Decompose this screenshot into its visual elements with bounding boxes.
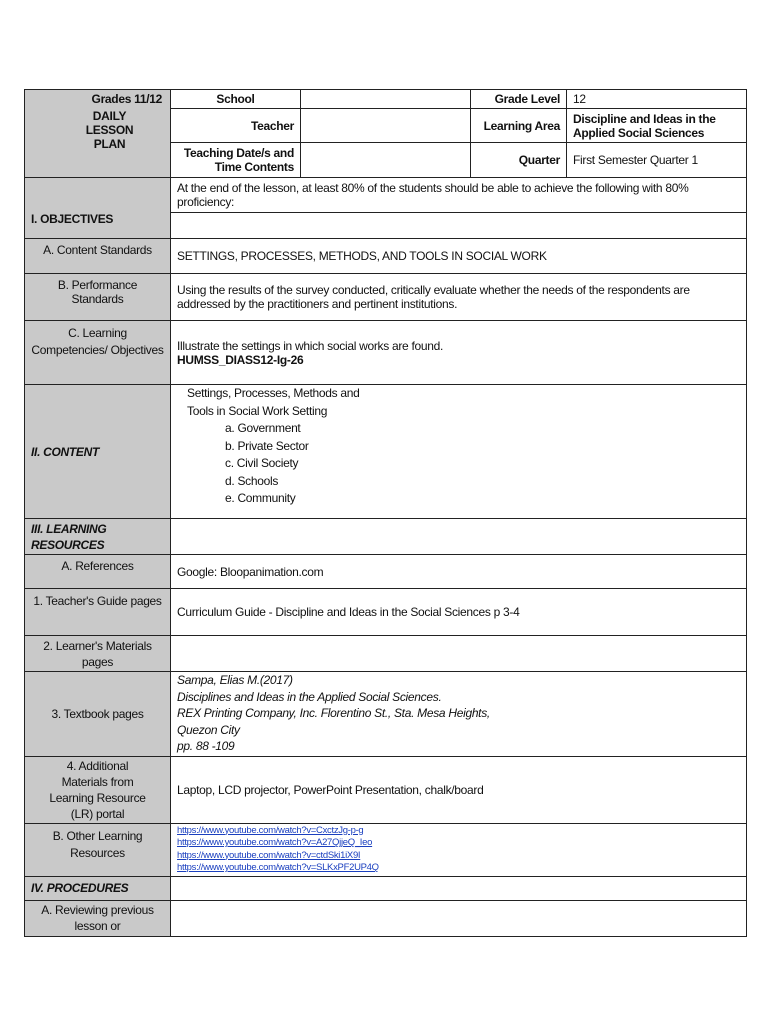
- content-cell: [171, 385, 747, 519]
- references-value: Google: Bloopanimation.com: [171, 555, 747, 589]
- textbook-line: pp. 88 -109: [177, 739, 235, 753]
- youtube-link[interactable]: https://www.youtube.com/watch?v=A27QjjeQ_Ieo: [177, 837, 373, 848]
- dlp-title-line: DAILY: [92, 108, 127, 123]
- objectives-intro: At the end of the lesson, at least 80% of the students should be able to achieve the following with 80% proficiency:: [171, 178, 747, 213]
- textbook-line: Quezon City: [177, 722, 240, 737]
- resources-label: III. LEARNING RESOURCES: [25, 519, 171, 555]
- objectives-label: I. OBJECTIVES: [25, 178, 171, 239]
- content-list-item: b. Private Sector: [225, 438, 309, 453]
- competencies-text: Illustrate the settings in which social works are found.: [177, 338, 444, 353]
- procedures-label: IV. PROCEDURES: [25, 876, 171, 900]
- performance-standards-label: B. Performance Standards: [25, 274, 171, 321]
- youtube-link[interactable]: https://www.youtube.com/watch?v=ctdSki1iX9I: [177, 849, 361, 861]
- dlp-title-line: PLAN: [93, 136, 126, 151]
- youtube-link[interactable]: https://www.youtube.com/watch?v=CxctzJg-p-g: [177, 824, 364, 836]
- content-list-item: d. Schools: [225, 473, 279, 488]
- lesson-plan-table: [24, 89, 747, 937]
- competencies-code: HUMSS_DIASS12-Ig-26: [177, 352, 304, 367]
- content-label: II. CONTENT: [25, 385, 171, 519]
- textbook-line: REX Printing Company, Inc. Florentino St., Sta. Mesa Heights,: [177, 706, 490, 720]
- additional-materials-value: Laptop, LCD projector, PowerPoint Presentation, chalk/board: [171, 756, 747, 823]
- textbook-line: Disciplines and Ideas in the Applied Social Sciences.: [177, 689, 442, 704]
- quarter-value: First Semester Quarter 1: [567, 143, 747, 178]
- objectives-blank: [171, 213, 747, 239]
- content-list-item: e. Community: [225, 491, 296, 505]
- content-title-line: Tools in Social Work Setting: [187, 403, 328, 418]
- school-value: [301, 90, 471, 109]
- resources-blank: [171, 519, 747, 555]
- grades-label: Grades 11/12: [25, 90, 171, 109]
- content-standards-value: SETTINGS, PROCESSES, METHODS, AND TOOLS IN SOCIAL WORK: [171, 239, 747, 274]
- teacher-label: Teacher: [171, 109, 301, 143]
- additional-materials-label: 4. Additional Materials from Learning Resource (LR) portal: [25, 756, 171, 823]
- school-label: School: [171, 90, 301, 109]
- textbook-cell: [171, 672, 747, 757]
- lesson-plan-document: [24, 89, 746, 937]
- learners-materials-value: [171, 636, 747, 672]
- procedures-blank: [171, 876, 747, 900]
- dlp-title-line: LESSON: [85, 122, 134, 137]
- competencies-cell: [171, 321, 747, 385]
- teachers-guide-value: Curriculum Guide - Discipline and Ideas in the Social Sciences p 3-4: [171, 589, 747, 636]
- other-resources-links: [171, 823, 747, 876]
- learning-area-value: Discipline and Ideas in the Applied Social Sciences: [567, 109, 747, 143]
- teaching-dates-label: Teaching Date/s and Time Contents: [171, 143, 301, 178]
- references-label: A. References: [25, 555, 171, 589]
- content-list-item: c. Civil Society: [225, 456, 299, 470]
- teaching-dates-value: [301, 143, 471, 178]
- reviewing-label: A. Reviewing previous lesson or: [25, 900, 171, 936]
- youtube-link[interactable]: https://www.youtube.com/watch?v=SLKxPF2UP4Q: [177, 862, 379, 873]
- textbook-label: 3. Textbook pages: [25, 672, 171, 757]
- content-list: [187, 420, 740, 508]
- grade-level-label: Grade Level: [471, 90, 567, 109]
- learners-materials-label: 2. Learner's Materials pages: [25, 636, 171, 672]
- dlp-title: [25, 109, 171, 178]
- learning-area-label: Learning Area: [471, 109, 567, 143]
- teachers-guide-label: 1. Teacher's Guide pages: [25, 589, 171, 636]
- performance-standards-value: Using the results of the survey conducted, critically evaluate whether the needs of the respondents are addressed by the practitioners and pertinent institutions.: [171, 274, 747, 321]
- grade-level-value: 12: [567, 90, 747, 109]
- teacher-value: [301, 109, 471, 143]
- content-title-line: Settings, Processes, Methods and: [187, 386, 360, 400]
- quarter-label: Quarter: [471, 143, 567, 178]
- competencies-label: C. Learning Competencies/ Objectives: [25, 321, 171, 385]
- reviewing-value: [171, 900, 747, 936]
- content-standards-label: A. Content Standards: [25, 239, 171, 274]
- content-list-item: a. Government: [225, 421, 301, 435]
- textbook-line: Sampa, Elias M.(2017): [177, 673, 293, 687]
- other-resources-label: B. Other Learning Resources: [25, 823, 171, 876]
